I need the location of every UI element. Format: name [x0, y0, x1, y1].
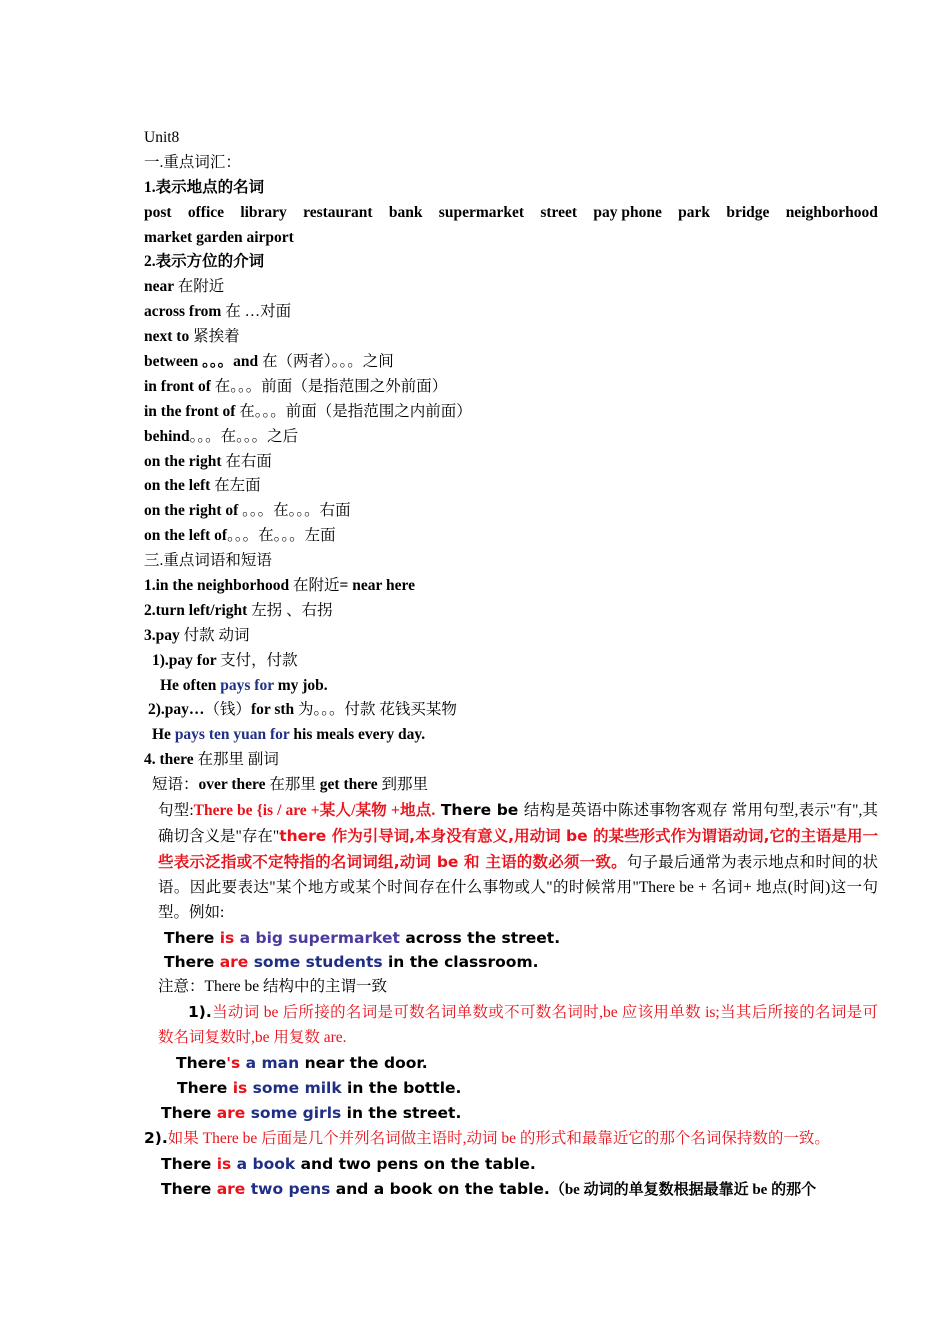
example-sentence-3: There's a man near the door.: [176, 1054, 428, 1073]
preposition-item: [144, 450, 878, 475]
unit-title: Unit8: [144, 129, 180, 146]
phrase-there: 短语：over there 在那里 get there 到那里: [152, 776, 428, 794]
section-heading-vocab: 一.重点词汇：: [144, 153, 241, 171]
example-2: He pays ten yuan for his meals every day.: [152, 726, 426, 744]
preposition-item: [144, 499, 878, 524]
note-subject-verb: 注意：There be 结构中的主谓一致: [158, 978, 388, 996]
place-noun: street: [540, 203, 578, 221]
sentence-pattern-paragraph: 句型:There be {is / are +某人/某物 +地点. There be 结构是英语中陈述事物客观存 常用句型,表示"有",其确切含义是"存在"there 作为引导词,本身没有意义,用动词 be 的某些形式作为谓语动词,它的主语是用一些表示泛指或不定特指的名词词组,动词 be 和 主语的数必须一致。句子最后通常为表示地点和时间的状语。因此要表达"某个地方或某个时间存在什么事物或人"的时候常用"There be + 名词+ 地点(时间)这一句型。例如:: [158, 801, 879, 921]
preposition-cn: 在 …对面: [225, 303, 292, 321]
preposition-item: [144, 375, 878, 400]
phrase-4: 4. there 在那里 副词: [144, 751, 279, 769]
preposition-en: next to: [144, 328, 194, 346]
subheading-prepositions: 2.表示方位的介词: [144, 253, 265, 271]
preposition-en: between 。。。and: [144, 353, 262, 371]
preposition-item: [144, 425, 878, 450]
place-noun: pay phone: [593, 203, 662, 221]
phrase-3: 3.pay 付款 动词: [144, 626, 250, 644]
rule-1: 1).当动词 be 后所接的名词是可数名词单数或不可数名词时,be 应该用单数 is;当其后所接的名词是可数名词复数时,be 用复数 are.: [158, 1003, 878, 1047]
preposition-cn: 在右面: [225, 452, 272, 470]
place-noun: park: [678, 203, 711, 221]
preposition-en: on the right of: [144, 502, 243, 520]
preposition-item: [144, 275, 878, 300]
preposition-cn: 在。。。前面（是指范围之外前面）: [214, 377, 448, 395]
document-page: [144, 126, 878, 1201]
phrase-1: 1.in the neighborhood 在附近= near here: [144, 577, 415, 595]
preposition-item: [144, 300, 878, 325]
preposition-en: on the left: [144, 477, 215, 495]
preposition-item: [144, 325, 878, 350]
preposition-en: in front of: [144, 377, 215, 395]
section-heading-phrases: 三.重点词语和短语: [144, 552, 272, 570]
preposition-cn: 紧挨着: [193, 328, 240, 346]
preposition-en: in the front of: [144, 402, 240, 420]
example-sentence-2: There are some students in the classroom.: [164, 953, 539, 972]
preposition-cn: 。。。在。。。之后: [189, 427, 299, 445]
example-sentence-6: There is a book and two pens on the table.: [161, 1154, 536, 1173]
preposition-en: behind: [144, 427, 190, 445]
phrase-3b: 2).pay…（钱）for sth 为。。。付款 花钱买某物: [148, 701, 457, 719]
place-noun: neighborhood: [785, 203, 878, 221]
preposition-cn: 在。。。前面（是指范围之内前面）: [239, 402, 472, 420]
preposition-item: [144, 350, 878, 375]
preposition-en: across from: [144, 303, 226, 321]
place-nouns-row: [144, 201, 878, 226]
phrase-2: 2.turn left/right 左拐 、右拐: [144, 601, 333, 619]
rule-2: 2).如果 There be 后面是几个并列名词做主语时,动词 be 的形式和最靠近它的那个名词保持数的一致。: [144, 1128, 830, 1147]
place-noun: restaurant: [303, 203, 373, 221]
preposition-en: on the left of: [144, 527, 228, 545]
preposition-list: [144, 275, 878, 549]
place-noun: bank: [388, 203, 423, 221]
example-sentence-1: There is a big supermarket across the street.: [164, 928, 561, 947]
preposition-cn: 在左面: [214, 477, 261, 495]
example-sentence-5: There are some girls in the street.: [161, 1103, 462, 1122]
preposition-cn: 。。。在。。。右面: [242, 502, 351, 520]
subheading-place-nouns: 1.表示地点的名词: [144, 178, 265, 196]
example-1: He often pays for my job.: [160, 676, 328, 694]
preposition-en: on the right: [144, 452, 226, 470]
preposition-cn: 。。。在。。。左面: [227, 527, 336, 545]
place-noun: post: [144, 203, 172, 221]
preposition-item: [144, 400, 878, 425]
preposition-cn: 在附近: [177, 278, 225, 296]
phrase-3a: 1).pay for 支付，付款: [152, 651, 298, 669]
preposition-en: near: [144, 278, 178, 296]
place-noun: supermarket: [438, 203, 525, 221]
preposition-item: [144, 524, 878, 549]
place-noun: office: [187, 203, 225, 221]
preposition-cn: 在（两者）。。。之间: [261, 353, 394, 371]
example-sentence-4: There is some milk in the bottle.: [177, 1078, 462, 1097]
preposition-item: [144, 474, 878, 499]
place-nouns-row-2: market garden airport: [144, 228, 294, 246]
place-noun: bridge: [726, 203, 770, 221]
place-noun: library: [240, 203, 287, 221]
example-sentence-7: There are two pens and a book on the table.（be 动词的单复数根据最靠近 be 的那个: [161, 1179, 817, 1198]
